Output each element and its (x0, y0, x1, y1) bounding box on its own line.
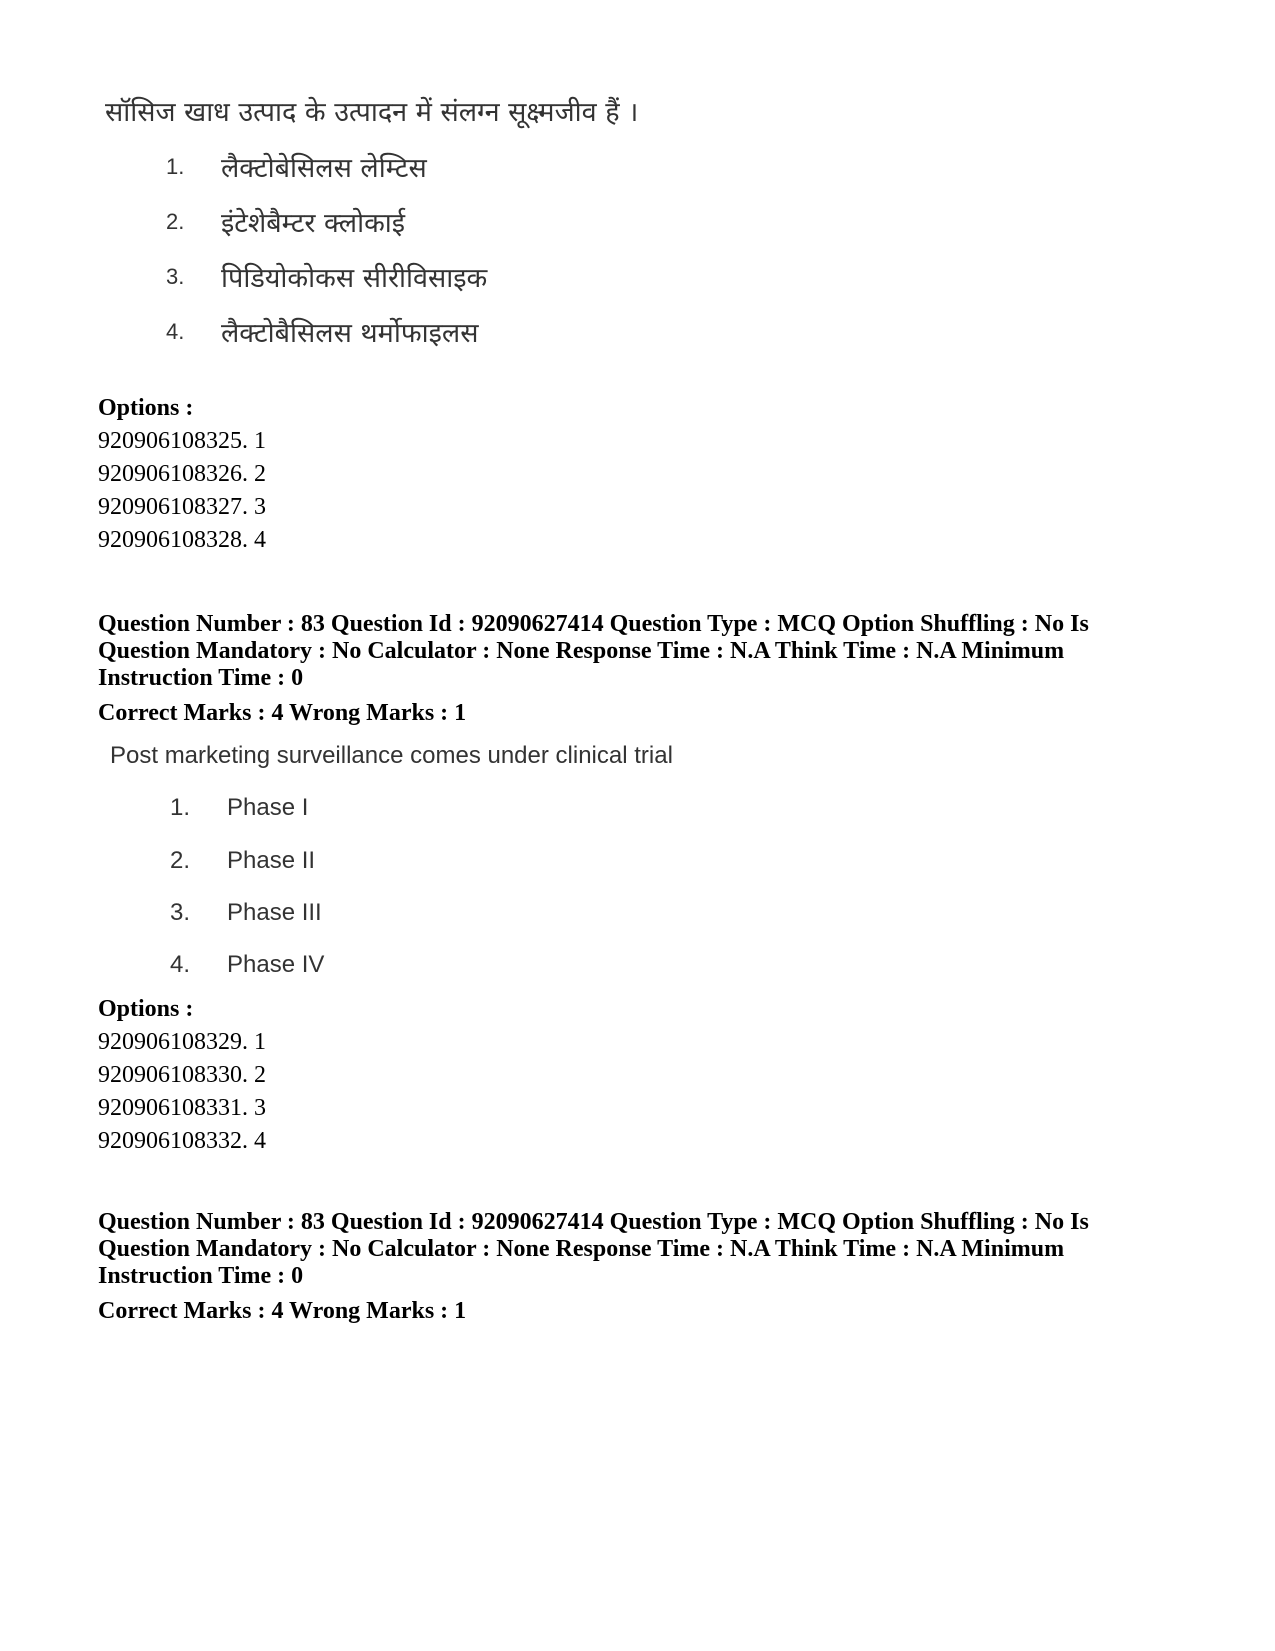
question-82-item (166, 313, 726, 353)
question-82-item (166, 148, 726, 188)
option-line: 920906108330. 2 (98, 1062, 266, 1088)
options-heading: Options : (98, 996, 194, 1022)
option-line: 920906108327. 3 (98, 494, 266, 520)
question-82-item (166, 258, 726, 298)
option-line: 920906108328. 4 (98, 527, 266, 553)
question-82-item (166, 203, 726, 243)
question-83-marks: Correct Marks : 4 Wrong Marks : 1 (98, 700, 467, 726)
question-83-item (170, 847, 570, 881)
options-heading: Options : (98, 395, 194, 421)
question-83-image (100, 742, 800, 992)
question-83-options (98, 993, 266, 1158)
item-text: Phase II (227, 847, 316, 874)
item-text: Phase III (227, 899, 322, 926)
question-83-item (170, 951, 570, 985)
item-number: 3. (166, 264, 185, 289)
item-text: लैक्टोबेसिलस लेम्टिस (221, 153, 427, 184)
question-83-item (170, 794, 570, 828)
item-number: 3. (170, 899, 191, 926)
question-83-meta: Question Number : 83 Question Id : 92090627414 Question Type : MCQ Option Shuffling : No Is Question Mandatory : No Calculator : None Response Time : N.A Think Time : N.A Minimum Instruction Time : 0 (98, 611, 1089, 691)
item-number: 4. (166, 319, 185, 344)
item-number: 4. (170, 951, 191, 978)
item-text: पिडियोकोकस सीरीविसाइक (221, 263, 488, 294)
item-number: 1. (166, 154, 185, 179)
option-line: 920906108325. 1 (98, 428, 266, 454)
item-text: Phase IV (227, 951, 325, 978)
question-83-stem: Post marketing surveillance comes under clinical trial (110, 742, 673, 769)
option-line: 920906108332. 4 (98, 1128, 266, 1154)
question-next-marks: Correct Marks : 4 Wrong Marks : 1 (98, 1298, 467, 1324)
option-line: 920906108329. 1 (98, 1029, 266, 1055)
item-number: 1. (170, 794, 191, 821)
item-text: Phase I (227, 794, 309, 821)
question-next-meta: Question Number : 83 Question Id : 92090627414 Question Type : MCQ Option Shuffling : No Is Question Mandatory : No Calculator : None Response Time : N.A Think Time : N.A Minimum Instruction Time : 0 (98, 1209, 1089, 1289)
question-83-item (170, 899, 570, 933)
question-82-image (100, 88, 800, 368)
option-line: 920906108326. 2 (98, 461, 266, 487)
item-number: 2. (170, 847, 191, 874)
option-line: 920906108331. 3 (98, 1095, 266, 1121)
question-82-options (98, 392, 266, 557)
item-number: 2. (166, 209, 185, 234)
question-82-stem: सॉसिज खाध उत्पाद के उत्पादन में संलग्न सूक्ष्मजीव हैं । (105, 97, 639, 128)
item-text: लैक्टोबैसिलस थर्मोफाइलस (221, 318, 479, 349)
item-text: इंटेशेबैम्टर क्लोकाई (221, 208, 406, 239)
